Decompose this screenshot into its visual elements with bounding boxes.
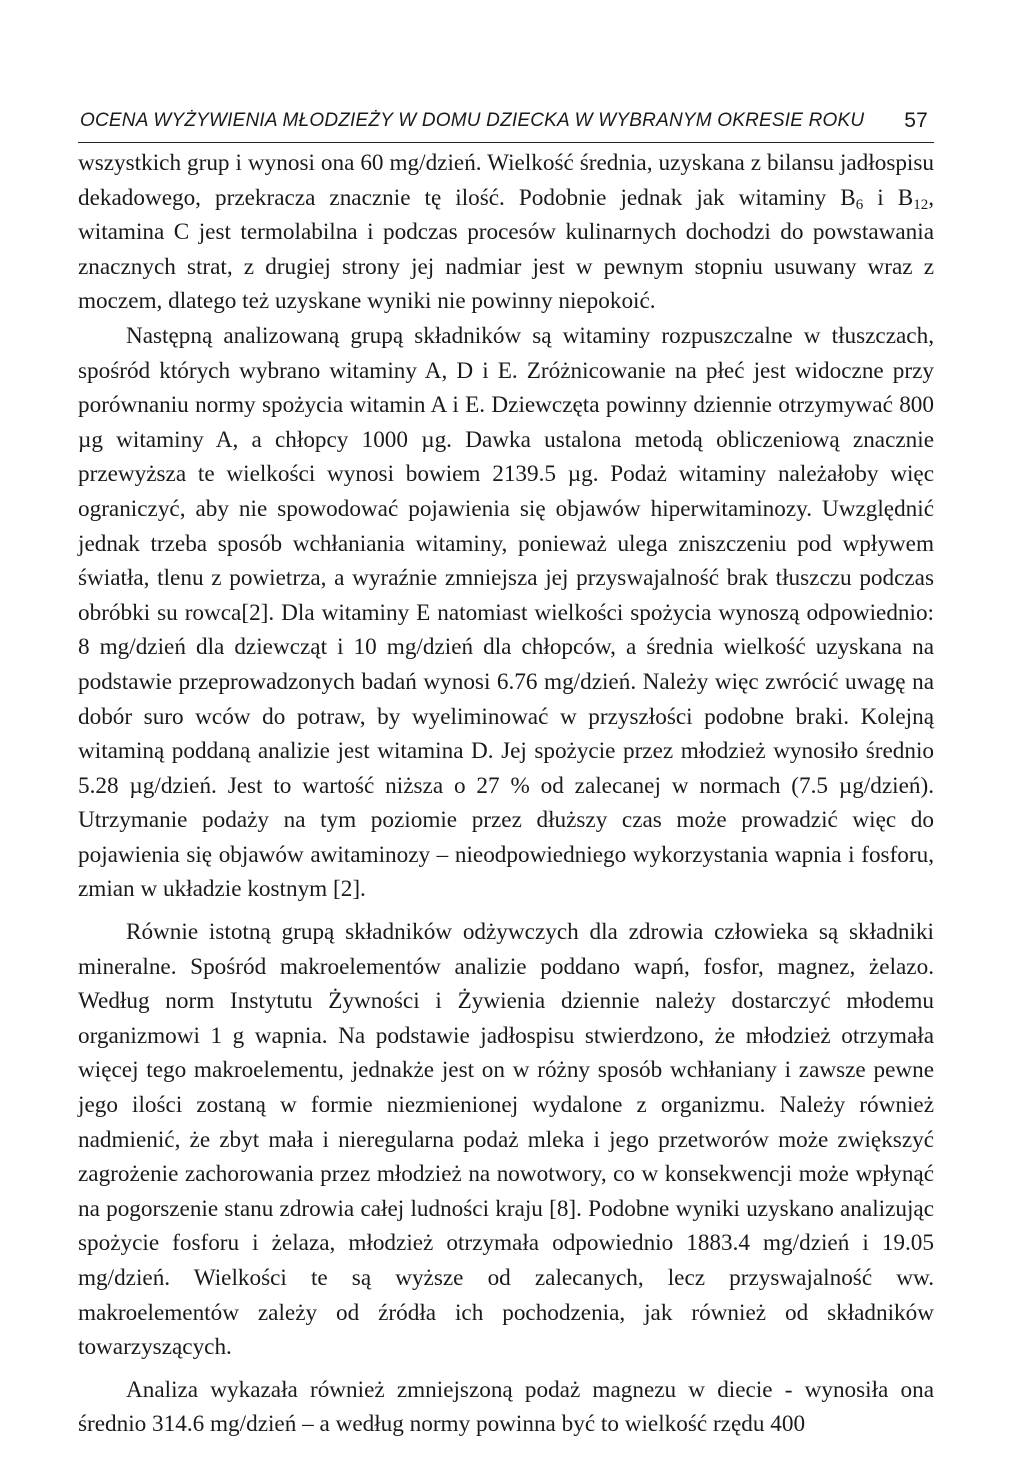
page-number: 57	[904, 109, 928, 132]
running-title: OCENA WYŻYWIENIA MŁODZIEŻY W DOMU DZIECKA W WYBRANYM OKRESIE ROKU	[80, 110, 865, 131]
subscript: 6	[855, 196, 864, 213]
body-text	[78, 146, 934, 1442]
paragraph-text: , witamina C jest termolabilna i podczas procesów kulinarnych dochodzi do powstawania znacznych strat, z drugiej strony jej nadmiar jest w pewnym stopniu usuwany wraz z moczem, dlatego też uzyskane wyniki nie powinny niepokoić.	[78, 184, 934, 315]
paragraph-magnesium: Analiza wykazała również zmniejszoną podaż magnezu w diecie - wynosiła ona średnio 314.6 mg/dzień – a według normy powinna być to wielkość rzędu 400	[78, 1376, 934, 1438]
paragraph-vitamin-c	[78, 146, 934, 319]
paragraph-minerals: Równie istotną grupą składników odżywczych dla zdrowia człowieka są składniki mineralne. Spośród makroelementów analizie poddano wapń, fosfor, magnez, żelazo. Według norm Instytutu Żywności i Żywienia dziennie należy dostarczyć młodemu organizmowi 1 g wapnia. Na podstawie jadłospisu stwierdzono, że młodzież otrzymała więcej tego makroelementu, jednakże jest on w różny sposób wchłaniany i zawsze pewne jego ilości zostaną w formie niezmienionej wydalone z organizmu. Należy również nadmienić, że zbyt mała i nieregularna podaż mleka i jego przetworów może zwiększyć zagrożenie zachorowania przez młodzież na nowotwory, co w konsekwencji może wpłynąć na pogorszenie stanu zdrowia całej ludności kraju [8]. Podobne wyniki uzyskano analizując spożycie fosforu i żelaza, młodzież otrzymała odpowiednio 1883.4 mg/dzień i 19.05 mg/dzień. Wielkości te są wyższe od zalecanych, lecz przyswajalność ww. makroelementów zależy od źródła ich pochodzenia, jak również od składników towarzyszących.	[78, 919, 934, 1361]
running-header	[78, 102, 934, 143]
paragraph-fat-soluble-vitamins: Następną analizowaną grupą składników są witaminy rozpuszczalne w tłuszczach, spośród których wybrano witaminy A, D i E. Zróżnicowanie na płeć jest widoczne przy porównaniu normy spożycia witamin A i E. Dziewczęta powinny dziennie otrzymywać 800 µg witaminy A, a chłopcy 1000 µg. Dawka ustalona metodą obliczeniową znacznie przewyższa te wielkości wynosi bowiem 2139.5 µg. Podaż witaminy należałoby więc ograniczyć, aby nie spowodować pojawienia się objawów hiperwitaminozy. Uwzględnić jednak trzeba sposób wchłaniania witaminy, ponieważ ulega zniszczeniu pod wpływem światła, tlenu z powietrza, a wyraźnie zmniejsza jej przyswajalność brak tłuszczu podczas obróbki su rowca[2]. Dla witaminy E natomiast wielkości spożycia wynoszą odpowiednio: 8 mg/dzień dla dziewcząt i 10 mg/dzień dla chłopców, a średnia wielkość uzyskana na podstawie przeprowadzonych badań wynosi 6.76 mg/dzień. Należy więc zwrócić uwagę na dobór suro wców do potraw, by wyeliminować w przyszłości podobne braki. Kolejną witaminą poddaną analizie jest witamina D. Jej spożycie przez młodzież wynosiło średnio 5.28 µg/dzień. Jest to wartość niższa o 27 % od zalecanej w normach (7.5 µg/dzień). Utrzymanie podaży na tym poziomie przez dłuższy czas może prowadzić więc do pojawienia się objawów awitaminozy – nieodpowiedniego wykorzystania wapnia i fosforu, zmian w układzie kostnym [2].	[78, 322, 934, 903]
subscript: 12	[913, 196, 929, 213]
paragraph-text: i B	[863, 184, 914, 211]
paragraph-text: wszystkich grup i wynosi ona 60 mg/dzień. Wielkość średnia, uzyskana z bilansu jadłospisu dekadowego, przekracza znacznie tę ilość. Podobnie jednak jak witaminy B	[78, 150, 934, 211]
